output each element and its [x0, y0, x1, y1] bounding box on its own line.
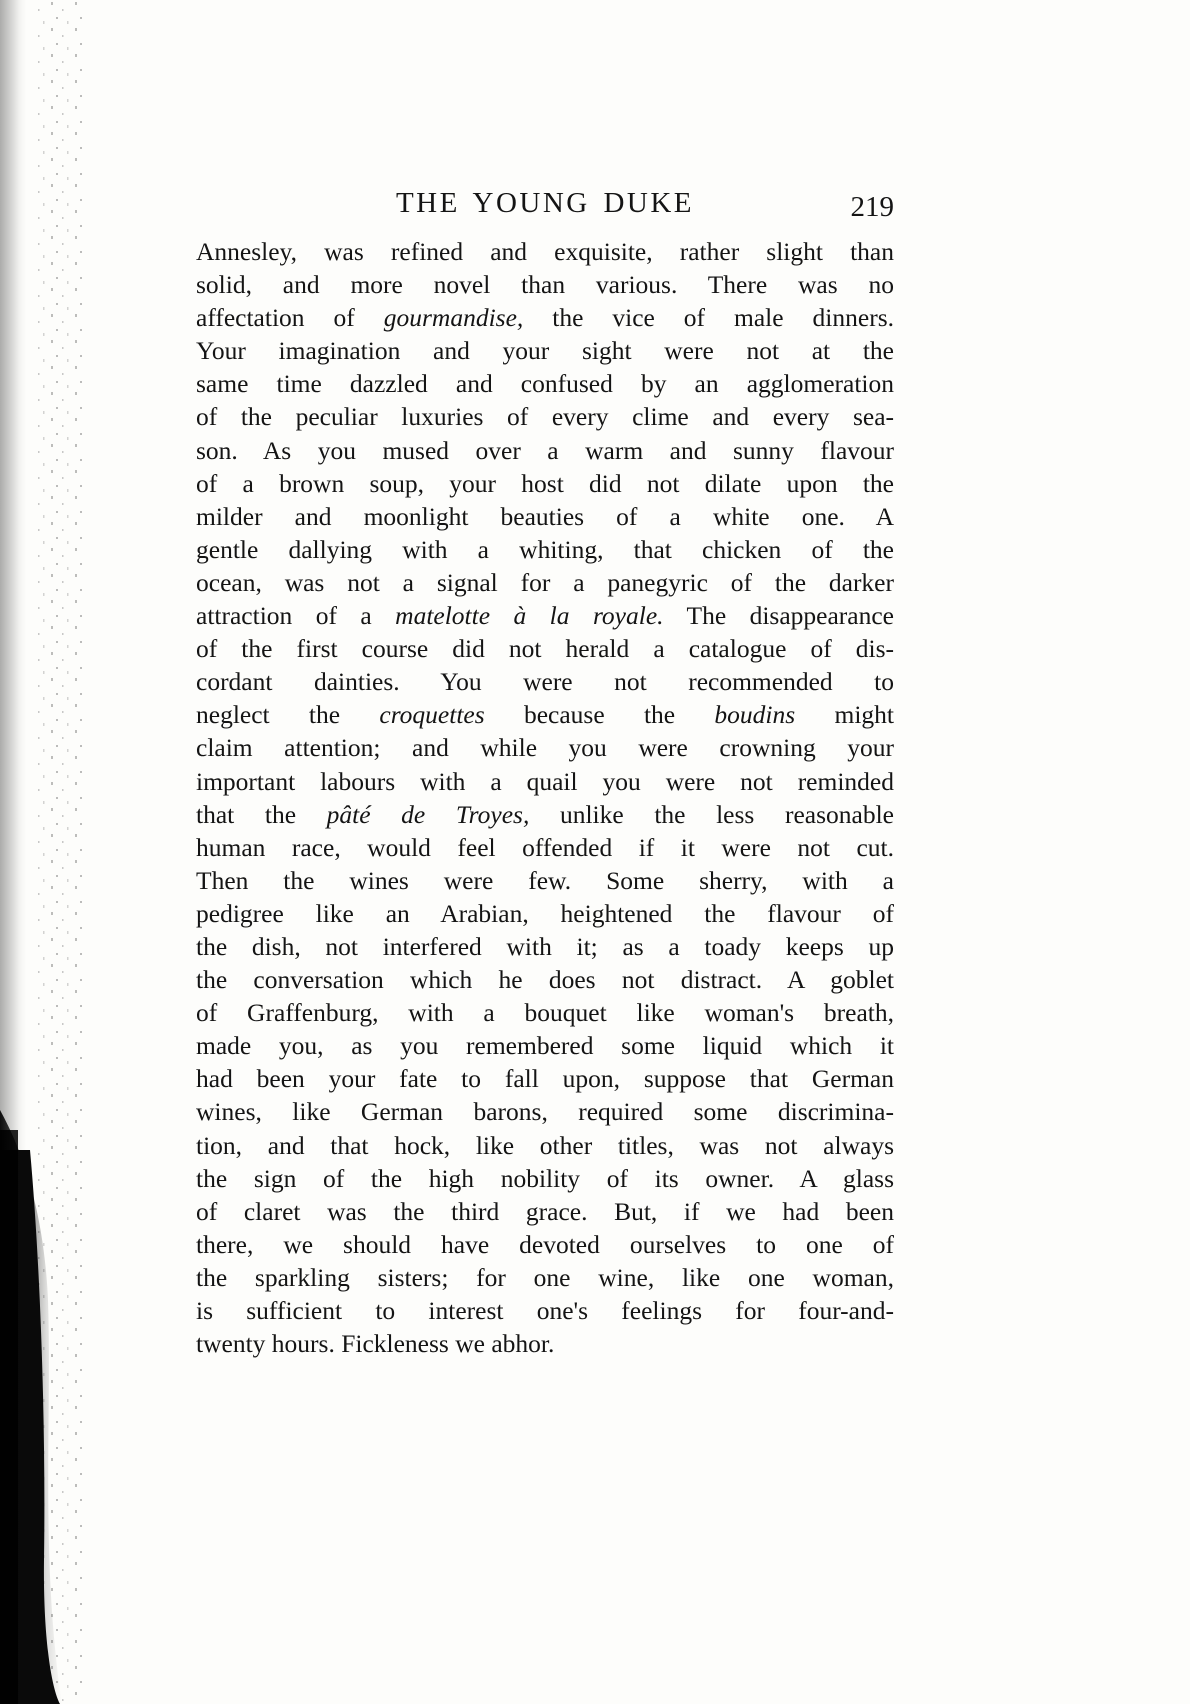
text-line	[196, 996, 894, 1029]
text-run: milder and moonlight beauties of a white one. A	[196, 501, 894, 531]
text-line	[196, 1294, 894, 1327]
text-line	[196, 1228, 894, 1261]
text-line	[196, 897, 894, 930]
text-run: gentle dallying with a whiting, that chicken of the	[196, 534, 894, 564]
text-line	[196, 1095, 894, 1128]
italic-term: gourmandise,	[383, 303, 524, 333]
text-line	[196, 632, 894, 665]
text-run: important labours with a quail you were not reminded	[196, 766, 894, 796]
text-line	[196, 963, 894, 996]
text-line	[196, 864, 894, 897]
text-line	[196, 533, 894, 566]
text-run: The disappearance	[663, 601, 894, 631]
text-run: the sign of the high nobility of its owner. A glass	[196, 1163, 894, 1193]
text-line	[196, 798, 894, 831]
text-run: of the peculiar luxuries of every clime and every sea-	[196, 402, 894, 432]
text-run: the vice of male dinners.	[523, 303, 894, 333]
text-run: son. As you mused over a warm and sunny flavour	[196, 435, 894, 465]
text-line	[196, 235, 894, 268]
text-run: there, we should have devoted ourselves to one of	[196, 1229, 894, 1259]
italic-term: boudins	[714, 700, 796, 730]
text-line	[196, 831, 894, 864]
italic-term: pâté de Troyes,	[326, 799, 530, 829]
text-line	[196, 665, 894, 698]
text-run: unlike the less reasonable	[529, 799, 894, 829]
text-line	[196, 434, 894, 467]
text-run: twenty hours. Fickleness we abhor.	[196, 1329, 555, 1359]
text-line	[196, 268, 894, 301]
text-run: pedigree like an Arabian, heightened the flavour of	[196, 898, 894, 928]
text-run: solid, and more novel than various. There was no	[196, 270, 894, 300]
running-title: THE YOUNG DUKE	[395, 187, 695, 219]
italic-term: croquettes	[379, 700, 485, 730]
text-line	[196, 566, 894, 599]
text-line	[196, 301, 894, 334]
running-head	[196, 185, 894, 235]
text-line	[196, 400, 894, 433]
text-line	[196, 467, 894, 500]
text-run: Annesley, was refined and exquisite, rather slight than	[196, 237, 894, 266]
text-run: Your imagination and your sight were not at the	[196, 336, 894, 366]
binding-shadow	[0, 0, 110, 1704]
text-run: the sparkling sisters; for one wine, like one woman,	[196, 1262, 894, 1292]
page-number: 219	[850, 191, 894, 223]
text-line	[196, 334, 894, 367]
text-line	[196, 731, 894, 764]
text-line	[196, 765, 894, 798]
text-run: had been your fate to fall upon, suppose that German	[196, 1064, 894, 1094]
text-run: the conversation which he does not distract. A goblet	[196, 965, 894, 995]
text-run: that the	[196, 799, 327, 829]
text-run: of claret was the third grace. But, if we had been	[196, 1196, 894, 1226]
text-run: claim attention; and while you were crowning your	[196, 733, 894, 763]
text-run: neglect the	[196, 700, 380, 730]
text-run: Then the wines were few. Some sherry, with a	[196, 865, 894, 895]
body-text	[196, 235, 894, 1360]
book-page	[196, 185, 894, 1360]
text-run: wines, like German barons, required some discrimina-	[196, 1097, 894, 1127]
text-run: is sufficient to interest one's feelings for four-and-	[196, 1296, 894, 1325]
text-run: ocean, was not a signal for a panegyric of the darker	[196, 567, 894, 597]
text-line	[196, 599, 894, 632]
text-run: of a brown soup, your host did not dilate upon the	[196, 468, 894, 498]
text-run: human race, would feel offended if it were not cut.	[196, 832, 894, 862]
text-run: tion, and that hock, like other titles, was not always	[196, 1130, 894, 1160]
text-run: of Graffenburg, with a bouquet like woman's breath,	[196, 998, 894, 1028]
text-line	[196, 367, 894, 400]
text-line	[196, 1162, 894, 1195]
text-run: might	[795, 700, 894, 730]
text-run: attraction of a	[196, 601, 396, 631]
text-line	[196, 930, 894, 963]
text-run: of the first course did not herald a catalogue of dis-	[196, 634, 894, 664]
text-line	[196, 1062, 894, 1095]
text-line	[196, 1129, 894, 1162]
text-line	[196, 1261, 894, 1294]
text-run: made you, as you remembered some liquid which it	[196, 1031, 894, 1061]
text-line	[196, 1327, 894, 1360]
text-run: cordant dainties. You were not recommended to	[196, 667, 894, 697]
text-run: affectation of	[196, 303, 384, 333]
text-line	[196, 1195, 894, 1228]
text-run: because the	[484, 700, 715, 730]
text-line	[196, 1029, 894, 1062]
text-run: the dish, not interfered with it; as a toady keeps up	[196, 931, 894, 961]
italic-term: matelotte à la royale.	[395, 601, 664, 631]
text-line	[196, 698, 894, 731]
text-line	[196, 500, 894, 533]
text-run: same time dazzled and confused by an agglomeration	[196, 369, 894, 399]
